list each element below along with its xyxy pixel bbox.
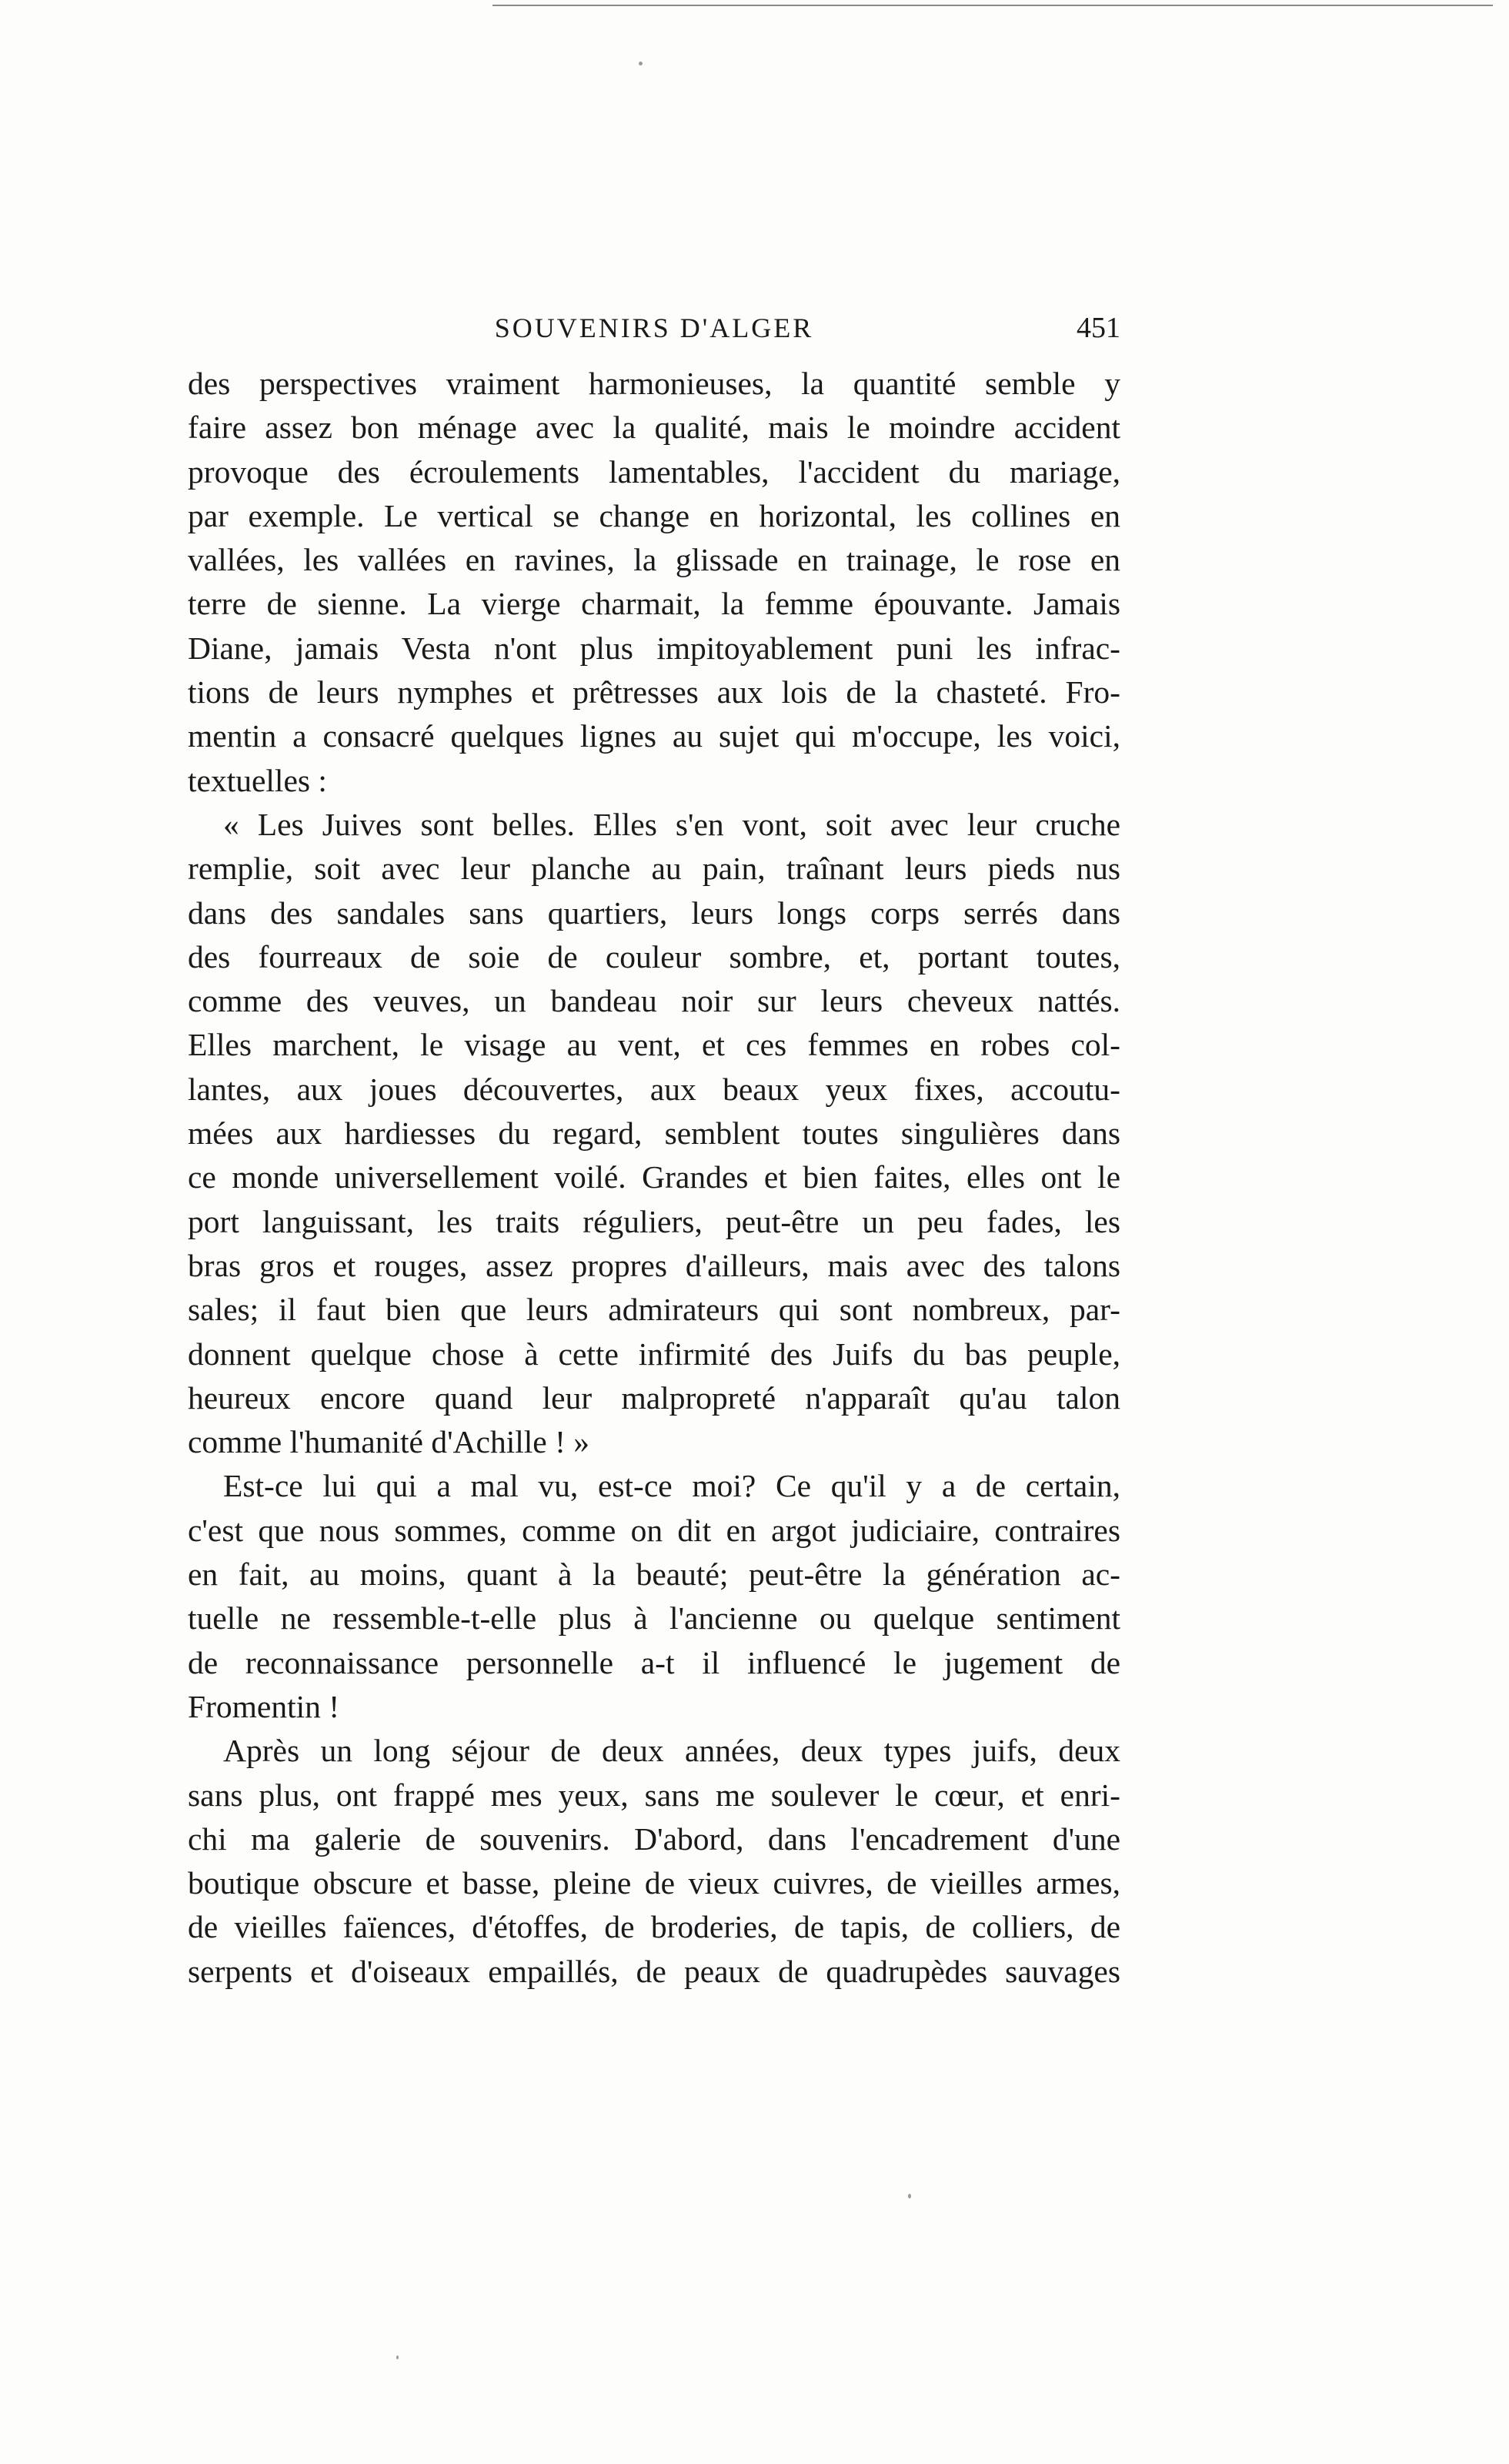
quote-line: mées aux hardiesses du regard, semblent toutes singulières dans bbox=[188, 1115, 1120, 1152]
quote-line: port languissant, les traits réguliers, peut-être un peu fades, les bbox=[188, 1203, 1120, 1239]
page-number: 451 bbox=[1077, 312, 1120, 344]
scan-speck bbox=[908, 2194, 911, 2198]
quote-line: donnent quelque chose à cette infirmité des Juifs du bas peuple, bbox=[188, 1336, 1120, 1372]
text-line: Diane, jamais Vesta n'ont plus impitoyablement puni les infrac- bbox=[188, 630, 1120, 666]
text-line: des perspectives vraiment harmonieuses, la quantité semble y bbox=[188, 366, 1120, 401]
text-line: textuelles : bbox=[188, 762, 327, 798]
running-title: SOUVENIRS D'ALGER bbox=[494, 313, 814, 343]
text-line: mentin a consacré quelques lignes au sujet qui m'occupe, les voici, bbox=[188, 718, 1120, 754]
text-line: boutique obscure et basse, pleine de vieux cuivres, de vieilles armes, bbox=[188, 1865, 1120, 1901]
text-line: Fromentin ! bbox=[188, 1688, 340, 1724]
quote-line: ce monde universellement voilé. Grandes et bien faites, elles ont le bbox=[188, 1159, 1120, 1195]
running-head bbox=[188, 305, 1120, 351]
quote-line: comme des veuves, un bandeau noir sur leurs cheveux nattés. bbox=[188, 983, 1120, 1019]
text-line: provoque des écroulements lamentables, l'accident du mariage, bbox=[188, 453, 1120, 490]
quote-line: heureux encore quand leur malpropreté n'apparaît qu'au talon bbox=[188, 1379, 1120, 1416]
text-line: tuelle ne ressemble-t-elle plus à l'ancienne ou quelque sentiment bbox=[188, 1600, 1120, 1637]
text-line: serpents et d'oiseaux empaillés, de peaux de quadrupèdes sauvages bbox=[188, 1953, 1120, 1989]
body-text bbox=[188, 362, 1120, 1994]
text-line: en fait, au moins, quant à la beauté; peut-être la génération ac- bbox=[188, 1556, 1120, 1593]
text-line: par exemple. Le vertical se change en horizontal, les collines en bbox=[188, 497, 1120, 533]
text-line: c'est que nous sommes, comme on dit en argot judiciaire, contraires bbox=[188, 1512, 1120, 1548]
text-line: tions de leurs nymphes et prêtresses aux lois de la chasteté. Fro- bbox=[188, 674, 1120, 710]
quote-line: lantes, aux joues découvertes, aux beaux yeux fixes, accoutu- bbox=[188, 1071, 1120, 1107]
quote-line: Elles marchent, le visage au vent, et ces femmes en robes col- bbox=[188, 1027, 1120, 1063]
text-line: faire assez bon ménage avec la qualité, mais le moindre accident bbox=[188, 410, 1120, 446]
quote-line: « Les Juives sont belles. Elles s'en vont, soit avec leur cruche bbox=[223, 806, 1120, 842]
quote-line: bras gros et rouges, assez propres d'ailleurs, mais avec des talons bbox=[188, 1247, 1120, 1283]
quote-line: dans des sandales sans quartiers, leurs longs corps serrés dans bbox=[188, 894, 1120, 931]
text-line: chi ma galerie de souvenirs. D'abord, dans l'encadrement d'une bbox=[188, 1820, 1120, 1857]
quote-line: des fourreaux de soie de couleur sombre, et, portant toutes, bbox=[188, 938, 1120, 975]
quote-line: remplie, soit avec leur planche au pain, traînant leurs pieds nus bbox=[188, 851, 1120, 887]
quote-line: sales; il faut bien que leurs admirateurs qui sont nombreux, par- bbox=[188, 1292, 1120, 1328]
text-line: sans plus, ont frappé mes yeux, sans me soulever le cœur, et enri- bbox=[188, 1777, 1120, 1813]
text-line: de vieilles faïences, d'étoffes, de broderies, de tapis, de colliers, de bbox=[188, 1909, 1120, 1945]
text-line: Après un long séjour de deux années, deux types juifs, deux bbox=[223, 1733, 1120, 1769]
top-edge-rule bbox=[492, 5, 1493, 6]
scan-speck bbox=[639, 62, 643, 65]
text-line: Est-ce lui qui a mal vu, est-ce moi? Ce qu'il y a de certain, bbox=[223, 1468, 1120, 1504]
text-line: de reconnaissance personnelle a-t il influencé le jugement de bbox=[188, 1644, 1120, 1680]
quote-line: comme l'humanité d'Achille ! » bbox=[188, 1424, 590, 1460]
text-line: vallées, les vallées en ravines, la glissade en trainage, le rose en bbox=[188, 542, 1120, 578]
scan-speck bbox=[396, 2355, 399, 2359]
text-line: terre de sienne. La vierge charmait, la femme épouvante. Jamais bbox=[188, 586, 1120, 622]
